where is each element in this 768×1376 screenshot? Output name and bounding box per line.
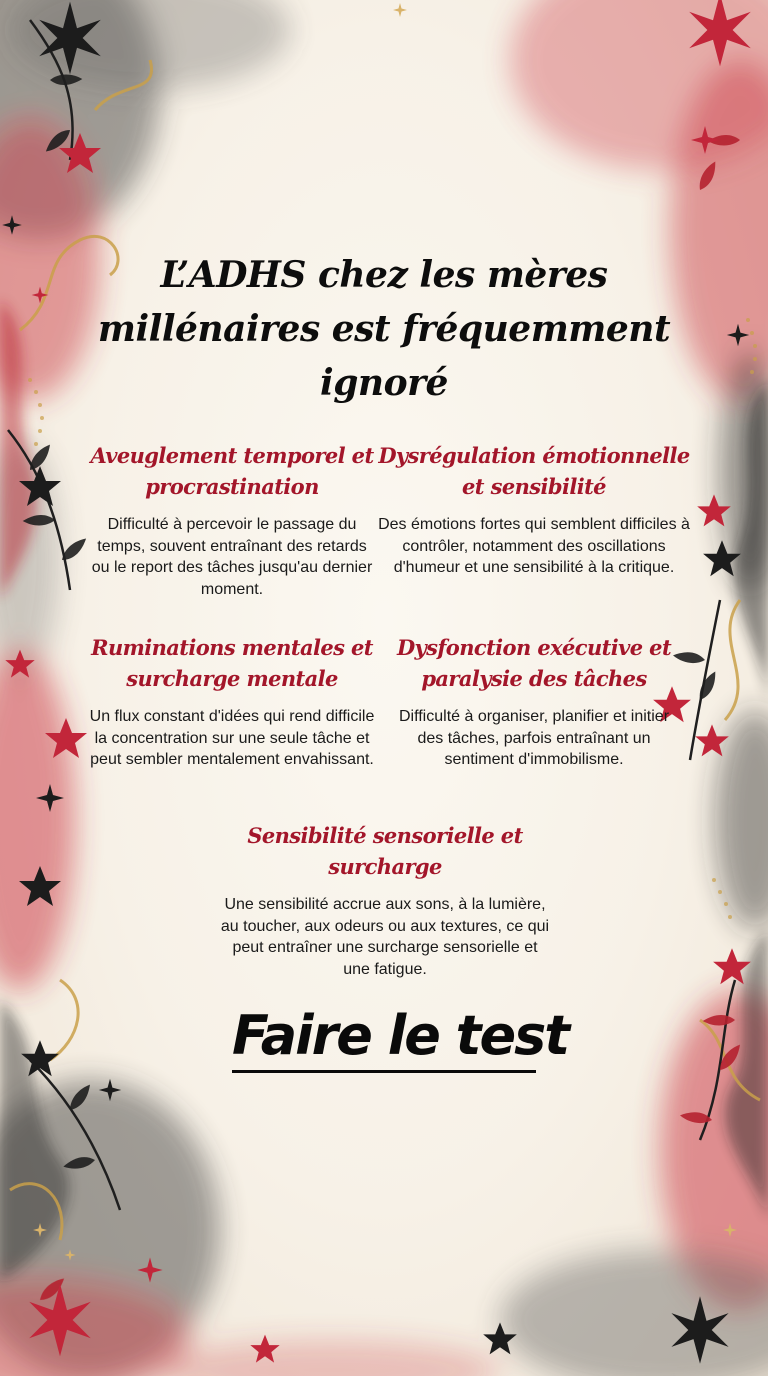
- symptom-title: Dysrégulation émotionnelle et sensibilité: [378, 443, 690, 499]
- cta-underline: [232, 1070, 536, 1073]
- symptom-card-rumination: [88, 632, 376, 771]
- symptom-title: Aveuglement temporel et procrastination: [90, 443, 374, 499]
- symptom-title: Dysfonction exécutive et paralysie des tâches: [396, 635, 672, 691]
- symptom-title: Sensibilité sensorielle et surcharge: [247, 823, 523, 879]
- symptom-card-emotional-dysregulation: [378, 440, 690, 579]
- symptom-description: Difficulté à percevoir le passage du temps, souvent entraînant des retards ou le report des tâches jusqu'au dernier moment.: [91, 516, 373, 598]
- symptom-title: Ruminations mentales et surcharge mentale: [91, 635, 373, 691]
- headline: L’ADHS chez les mères millénaires est fréquemment ignoré: [97, 254, 671, 404]
- take-test-label: Faire le test: [232, 1004, 569, 1067]
- symptom-card-sensory-sensitivity: [218, 820, 552, 980]
- take-test-link[interactable]: [232, 1004, 569, 1073]
- symptom-description: Des émotions fortes qui semblent difficiles à contrôler, notamment des oscillations d'humeur et une sensibilité à la critique.: [378, 516, 690, 576]
- symptom-description: Difficulté à organiser, planifier et initier des tâches, parfois entraînant un sentiment d'immobilisme.: [398, 708, 670, 768]
- symptom-card-executive-dysfunction: [392, 632, 676, 771]
- symptom-description: Une sensibilité accrue aux sons, à la lumière, au toucher, aux odeurs ou aux textures, ce qui peut entraîner une surcharge sensorielle et une fatigue.: [220, 896, 550, 978]
- symptom-description: Un flux constant d'idées qui rend difficile la concentration sur une seule tâche et peut sembler mentalement envahissant.: [89, 708, 375, 768]
- symptom-card-time-blindness: [88, 440, 376, 600]
